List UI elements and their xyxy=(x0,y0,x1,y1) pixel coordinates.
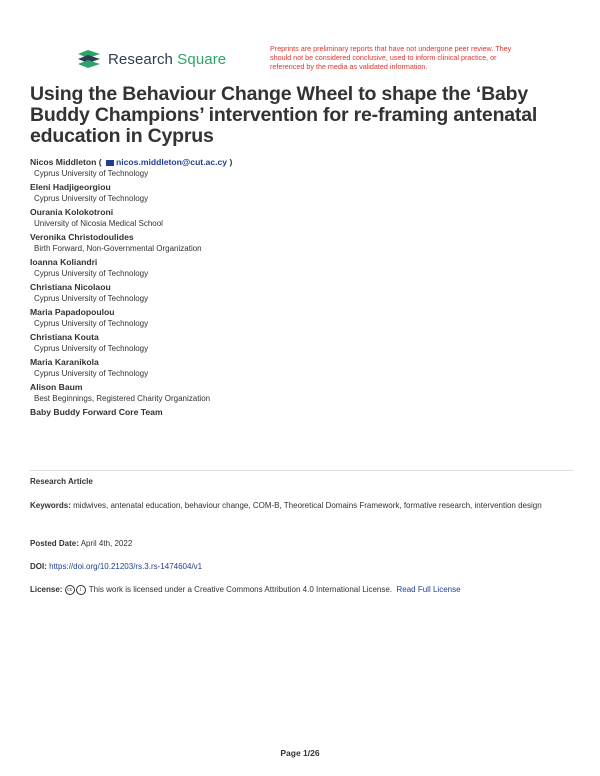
author-affiliation: Cyprus University of Technology xyxy=(34,269,149,278)
doi-link[interactable]: https://doi.org/10.21203/rs.3.rs-1474604/v1 xyxy=(49,562,203,571)
author-item xyxy=(30,231,570,254)
posted-date-label: Posted Date: xyxy=(30,539,79,548)
author-email-link[interactable]: nicos.middleton@cut.ac.cy xyxy=(116,157,228,167)
page-number: Page 1/26 xyxy=(280,748,320,758)
keywords xyxy=(30,500,570,512)
research-square-logo-icon xyxy=(76,48,102,70)
doi-label: DOI: xyxy=(30,562,47,571)
article-type: Research Article xyxy=(30,477,93,486)
author-name: Baby Buddy Forward Core Team xyxy=(30,407,163,417)
author-affiliation: Cyprus University of Technology xyxy=(34,344,149,353)
author-item xyxy=(30,256,570,279)
author-item xyxy=(30,356,570,379)
author-list xyxy=(30,156,570,420)
author-item xyxy=(30,406,570,418)
author-affiliation: Cyprus University of Technology xyxy=(34,294,149,303)
author-item xyxy=(30,331,570,354)
keywords-label: Keywords: xyxy=(30,501,71,510)
author-item xyxy=(30,281,570,304)
keywords-value: midwives, antenatal education, behaviour change, COM-B, Theoretical Domains Framework, formative research, intervention design xyxy=(73,501,542,510)
section-divider xyxy=(30,470,573,471)
author-affiliation: Cyprus University of Technology xyxy=(34,369,149,378)
posted-date-value: April 4th, 2022 xyxy=(80,539,133,548)
author-name: Ioanna Koliandri xyxy=(30,257,98,267)
posted-date xyxy=(30,538,570,550)
author-name: Christiana Kouta xyxy=(30,332,99,342)
author-affiliation: Birth Forward, Non-Governmental Organization xyxy=(34,244,202,253)
author-affiliation: Cyprus University of Technology xyxy=(34,319,149,328)
attribution-icon: i xyxy=(76,585,86,595)
research-square-logo[interactable] xyxy=(76,48,226,70)
author-name: Nicos Middleton xyxy=(30,157,97,167)
author-item xyxy=(30,381,570,404)
preprint-disclaimer: Preprints are preliminary reports that have not undergone peer review. They should not be considered conclusive, used to inform clinical practice, or referenced by the media as validated information. xyxy=(270,44,512,71)
author-item: Nicos Middleton ( nicos.middleton@cut.ac.cy ) Cyprus University of Technology xyxy=(30,156,570,179)
author-affiliation: Cyprus University of Technology xyxy=(34,194,149,203)
brand-name xyxy=(108,51,226,68)
brand-name-part2: Square xyxy=(177,50,227,68)
brand-name-part1: Research xyxy=(108,50,173,68)
author-item xyxy=(30,306,570,329)
read-full-license-link[interactable]: Read Full License xyxy=(396,585,461,594)
author-name: Maria Papadopoulou xyxy=(30,307,115,317)
author-name: Maria Karanikola xyxy=(30,357,99,367)
paper-title: Using the Behaviour Change Wheel to shape the ‘Baby Buddy Champions’ intervention for re-framing antenatal education in Cyprus xyxy=(30,83,538,147)
license-label: License: xyxy=(30,585,63,594)
email-icon xyxy=(106,160,114,166)
author-name: Eleni Hadjigeorgiou xyxy=(30,182,111,192)
license-text: This work is licensed under a Creative Commons Attribution 4.0 International License. xyxy=(88,585,393,594)
author-name: Veronika Christodoulides xyxy=(30,232,134,242)
author-name: Ourania Kolokotroni xyxy=(30,207,114,217)
doi xyxy=(30,561,570,573)
author-affiliation: Cyprus University of Technology xyxy=(34,169,149,178)
author-item xyxy=(30,206,570,229)
author-name: Alison Baum xyxy=(30,382,83,392)
license xyxy=(30,584,570,596)
author-affiliation: Best Beginnings, Registered Charity Organization xyxy=(34,394,211,403)
author-affiliation: University of Nicosia Medical School xyxy=(34,219,163,228)
author-item xyxy=(30,181,570,204)
author-name: Christiana Nicolaou xyxy=(30,282,111,292)
creative-commons-icon: cc xyxy=(65,585,75,595)
